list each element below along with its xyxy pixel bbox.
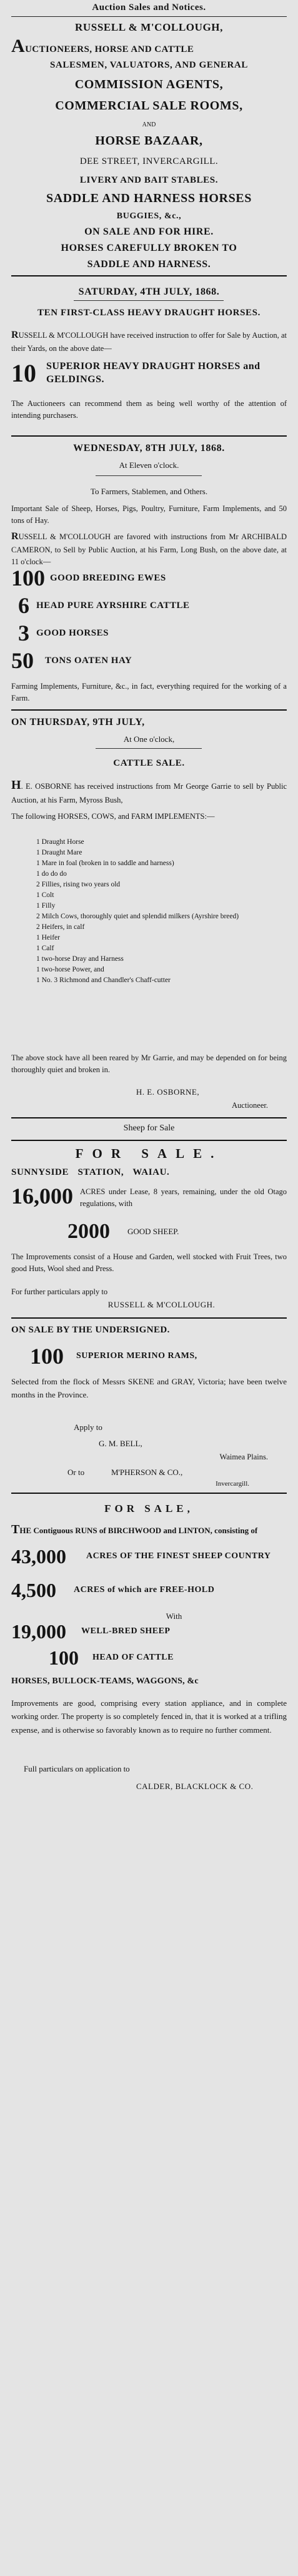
sale4-station: SUNNYSIDE STATION, WAIAU. [11,1167,170,1177]
sale1-date: SATURDAY, 4TH JULY, 1868. [78,287,220,297]
russell-line3: COMMISSION AGENTS, [74,78,224,91]
list-item: 2 Heifers, in calf [36,923,85,931]
list-item: 1 do do do [36,870,67,878]
sale2-item [11,649,287,672]
sale4-big2-number: 2000 [67,1220,110,1243]
sale5-title: ON SALE BY THE UNDERSIGNED. [11,1325,170,1335]
divider [11,275,287,276]
sale5-big-number: 100 [30,1344,64,1369]
sale2-item-text: HEAD PURE AYRSHIRE CATTLE [36,600,190,611]
sale3-date: ON THURSDAY, 9TH JULY, [11,717,145,728]
sale1-intro-text: USSELL & M'COLLOUGH have received instruction to offer for Sale by Auction, at their Yards, on the above date— [11,331,287,353]
sale2-important: Important Sale of Sheep, Horses, Pigs, Poultry, Furniture, Farm Implements, and 50 tons of Hay. [11,504,287,525]
short-rule [96,475,202,476]
sale2-item [11,594,287,617]
sale5-apply: Apply to [74,1422,102,1432]
russell-line8: SADDLE AND HARNESS HORSES [46,191,252,205]
sale2-item-number: 50 [11,648,34,673]
list-item: 1 Filly [36,902,56,910]
list-item: 1 Mare in foal (broken in to saddle and harness) [36,860,174,868]
sale1-big-text: SUPERIOR HEAVY DRAUGHT HORSES and GELDINGS. [46,361,261,385]
sale6-for-sale: FOR SALE, [104,1503,194,1514]
sale4-improvements: The Improvements consist of a House and Garden, well stocked with Fruit Trees, two good Huts, Wool shed and Press. [11,1252,287,1273]
sale1-big-number: 10 [11,358,36,387]
sale4-big1-text: ACRES under Lease, 8 years, remaining, under the old Otago regulations, with [80,1187,287,1208]
sale3-intro-text: . E. OSBORNE has received instructions from Mr George Garrie to sell by Public Auction, at his Farm, Myross Bush, [11,782,287,804]
short-rule [74,300,224,301]
sale4-for-sale: FOR SALE. [75,1146,223,1161]
sale6-horses: HORSES, BULLOCK-TEAMS, WAGGONS, &c [11,1676,199,1686]
sale5-place2: Invercargill. [216,1480,249,1488]
divider [11,16,287,17]
divider [11,1493,287,1494]
sale6-intro [11,1520,287,1539]
sale6-item-text: HEAD OF CATTLE [92,1653,174,1662]
sale6-item-number: 4,500 [11,1579,56,1601]
sale3-note: The above stock have all been reared by Mr Garrie, and may be depended on for being thoroughly quiet and broken in. [11,1053,287,1074]
sale5-or: Or to [67,1468,85,1477]
sale5-name1: G. M. BELL, [99,1439,142,1448]
sale1-intro [11,328,287,355]
russell-line10: ON SALE AND FOR HIRE. [84,226,214,237]
sale2-item [11,567,287,589]
sale6-item [11,1621,287,1641]
sale2-item [11,622,287,644]
divider [11,435,287,437]
sale6-item-text: WELL-BRED SHEEP [81,1626,171,1636]
russell-line6: DEE STREET, INVERCARGILL. [79,156,219,166]
sale6-item-text: ACRES of which are FREE-HOLD [74,1585,215,1595]
russell-line4: COMMERCIAL SALE ROOMS, [55,99,243,113]
sale3-dropcap: H [11,778,21,792]
sale6-item-number: 43,000 [11,1545,66,1568]
divider [11,1317,287,1319]
sale2-item-number: 6 [18,593,29,618]
sale4-big2-text: GOOD SHEEP. [127,1227,179,1237]
sale6-improvements: Improvements are good, comprising every station appliance, and in complete working order. The property is so completely fenced in, that it is worked at a trifling expense, and is otherwise so favorably known as to require no further comment. [11,1698,287,1735]
sale2-item-text: GOOD HORSES [36,627,109,638]
sale2-item-number: 3 [18,621,29,646]
sale6-item [11,1648,287,1668]
list-item: 1 Draught Mare [36,849,82,857]
sale2-time: At Eleven o'clock. [119,460,179,470]
sale2-item-text: GOOD BREEDING EWES [50,572,166,583]
sale4-further: For further particulars apply to [11,1287,108,1296]
sale3-following: The following HORSES, COWS, and FARM IMPLEMENTS:— [11,812,215,821]
sale2-intro-text: USSELL & M'COLLOUGH are favored with instructions from Mr ARCHIBALD CAMERON, to Sell by Public Auction, at his Farm, Long Bush, on the above date, at 11 o'clock— [11,532,287,566]
russell-line7: LIVERY AND BAIT STABLES. [79,175,219,185]
sale2-to: To Farmers, Stablemen, and Others. [90,487,208,496]
sale6-item [11,1546,287,1566]
sale6-item-number: 100 [49,1646,79,1669]
sale5-name2: M'PHERSON & CO., [111,1468,183,1477]
sale6-item-text: ACRES OF THE FINEST SHEEP COUNTRY [86,1551,271,1561]
sale5-text: Selected from the flock of Messrs SKENE and GRAY, Victoria; have been twelve months in the Province. [11,1377,287,1400]
sale6-dropcap: T [11,1523,20,1536]
section-heading: Auction Sales and Notices. [92,3,206,13]
sale2-dropcap: R [11,531,19,542]
sale4-big1-number: 16,000 [11,1184,73,1209]
russell-dropcap: A [11,36,26,56]
sale3-list [11,837,286,986]
sale6-further: Full particulars on application to [24,1764,130,1773]
russell-title: RUSSELL & M'COLLOUGH, [75,21,223,33]
sale2-item-number: 100 [11,565,45,591]
russell-line5: HORSE BAZAAR, [95,134,203,148]
list-item: 1 Calf [36,945,54,953]
sale1-note: The Auctioneers can recommend them as being well worthy of the attention of intending purchasers. [11,399,287,420]
sale3-time: At One o'clock, [123,734,175,744]
short-rule [96,748,202,749]
divider [11,709,287,711]
divider [11,1140,287,1141]
russell-line1-text: UCTIONEERS, HORSE AND CATTLE [25,44,194,54]
divider [11,1117,287,1118]
sale1-title: TEN FIRST-CLASS HEAVY DRAUGHT HORSES. [37,308,261,318]
sale5-place1: Waimea Plains. [219,1453,268,1461]
sale4-sign: RUSSELL & M'COLLOUGH. [107,1300,216,1309]
russell-line1 [11,38,287,55]
list-item: 1 two-horse Dray and Harness [36,955,124,963]
list-item: 2 Milch Cows, thoroughly quiet and splendid milkers (Ayrshire breed) [36,913,239,921]
sale1-dropcap: R [11,330,19,340]
sale6-item-number: 19,000 [11,1620,66,1643]
russell-and: AND [142,121,156,128]
sale4-big1-row [11,1185,287,1210]
sale6-sign: CALDER, BLACKLOCK & CO. [136,1782,254,1791]
russell-line2: SALESMEN, VALUATORS, AND GENERAL [50,60,248,70]
list-item: 1 Heifer [36,934,60,942]
sale6-with: With [166,1611,182,1621]
sale2-note: Farming Implements, Furniture, &c., in fact, everything required for the working of a Farm. [11,682,287,702]
russell-line12: SADDLE AND HARNESS. [87,259,211,270]
sale3-intro [11,776,287,806]
list-item: 2 Fillies, rising two years old [36,881,121,889]
sale6-item [11,1580,287,1600]
sale3-title: CATTLE SALE. [113,758,185,768]
list-item: 1 two-horse Power, and [36,966,104,974]
sheep-heading: Sheep for Sale [123,1123,175,1133]
sale5-or-row [11,1468,287,1478]
list-item: 1 Draught Horse [36,838,84,846]
sale1-big-row [11,360,287,387]
list-item: 1 No. 3 Richmond and Chandler's Chaff-cutter [36,976,171,985]
sale5-big-text: SUPERIOR MERINO RAMS, [76,1351,197,1361]
sale6-intro-text: HE Contiguous RUNS of BIRCHWOOD and LINTON, consisting of [19,1526,258,1535]
sale3-role: Auctioneer. [232,1101,268,1110]
list-item: 1 Colt [36,891,54,900]
sale2-date: WEDNESDAY, 8TH JULY, 1868. [73,443,225,454]
sale5-big-row [11,1345,287,1367]
sale3-sign: H. E. OSBORNE, [136,1087,200,1097]
sale2-item-text: TONS OATEN HAY [45,655,132,666]
russell-line11: HORSES CAREFULLY BROKEN TO [61,243,237,253]
russell-line9: BUGGIES, &c., [116,211,182,221]
sale2-intro [11,529,287,568]
sale4-big2-row [11,1221,287,1242]
